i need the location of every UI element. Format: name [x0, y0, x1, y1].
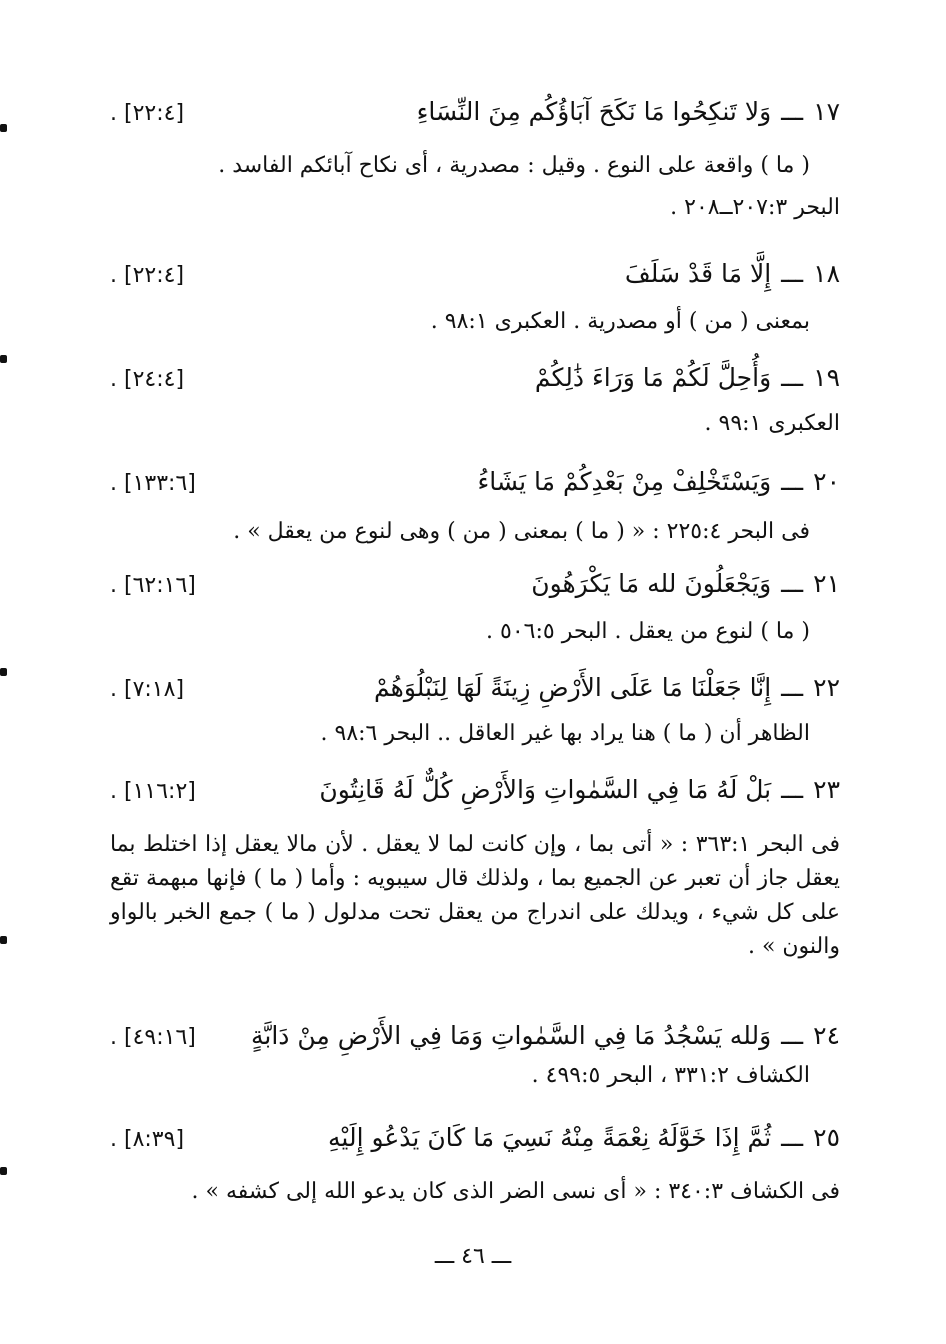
commentary-line: بمعنى ( من ) أو مصدرية . العكبرى ٩٨:١ .	[430, 309, 810, 334]
verse-number: ٢٢	[813, 673, 840, 702]
verse-text: وَأُحِلَّ لَكُمْ مَا وَرَاءَ ذَٰلِكُمْ	[534, 363, 772, 392]
entry-24	[110, 1016, 840, 1094]
verse-number: ١٧	[813, 97, 840, 126]
verse-reference: . [٧:١٨]	[110, 677, 185, 702]
entry-18	[110, 254, 840, 340]
verse-number: ٢٣	[813, 775, 840, 804]
entry-25	[110, 1118, 840, 1210]
commentary-line: ( ما ) واقعة على النوع . وقيل : مصدرية ، أى نكاح آبائكم الفاسد .	[218, 153, 810, 178]
verse-number: ١٨	[813, 259, 840, 288]
entry-17	[110, 92, 840, 226]
verse-line: ٢٣ ـــ بَلْ لَهُ مَا فِي السَّمٰواتِ وَالأَرْضِ كُلٌّ لَهُ قَانِتُونَ . [١١٦:٢]	[110, 770, 840, 812]
commentary-line: فى الكشاف ٣٤٠:٣ : « أى نسى الضر الذى كان يدعو الله إلى كشفه » .	[191, 1179, 840, 1204]
commentary-paragraph: فى البحر ٣٦٣:١ : « أتى بما ، وإن كانت لما لا يعقل . لأن مالا يعقل إذا اختلط بما يعقل جاز أن تعبر عن الجميع بما ، ولذلك قال سيبويه : وأما ( ما ) فإنها مبهمة تقع على كل شيء ، ويدلك على اندراج من يعقل تحت مدلول ( ما ) جمع الخبر بالواو والنون » .	[110, 832, 840, 959]
margin-mark	[0, 936, 7, 944]
verse-reference: . [٢٢:٤]	[110, 101, 185, 126]
commentary-line: ( ما ) لنوع من يعقل . البحر ٥٠٦:٥ .	[486, 619, 810, 644]
verse-line: ٢١ ـــ وَيَجْعَلُونَ لله مَا يَكْرَهُونَ . [٦٢:١٦]	[110, 564, 840, 606]
verse-reference: . [٦٢:١٦]	[110, 573, 196, 598]
entry-20	[110, 462, 840, 550]
verse-text: وَلله يَسْجُدُ مَا فِي السَّمٰواتِ وَمَا فِي الأَرْضِ مِنْ دَابَّةٍ	[251, 1021, 772, 1050]
entry-21	[110, 564, 840, 650]
commentary-line: البحر ٢٠٧:٣ــ٢٠٨ .	[670, 195, 840, 220]
commentary-line: الكشاف ٣٣١:٢ ، البحر ٤٩٩:٥ .	[531, 1063, 810, 1088]
verse-line: ١٨ ـــ إِلَّا مَا قَدْ سَلَفَ . [٢٢:٤]	[110, 254, 840, 296]
verse-line: ١٩ ـــ وَأُحِلَّ لَكُمْ مَا وَرَاءَ ذَٰلِكُمْ . [٢٤:٤]	[110, 358, 840, 400]
verse-number: ١٩	[813, 363, 840, 392]
verse-line: ١٧ ـــ وَلا تَنكِحُوا مَا نَكَحَ آبَاؤُكُم مِنَ النِّسَاءِ . [٢٢:٤]	[110, 92, 840, 134]
verse-line: ٢٢ ـــ إِنَّا جَعَلْنَا مَا عَلَى الأَرْضِ زِينَةً لَهَا لِنَبْلُوَهُمْ . [٧:١٨]	[110, 668, 840, 710]
verse-number: ٢١	[813, 569, 840, 598]
verse-line: ٢٠ ـــ وَيَسْتَخْلِفْ مِنْ بَعْدِكُمْ مَا يَشَاءُ . [١٣٣:٦]	[110, 462, 840, 504]
margin-mark	[0, 1167, 7, 1175]
verse-text: بَلْ لَهُ مَا فِي السَّمٰواتِ وَالأَرْضِ كُلٌّ لَهُ قَانِتُونَ	[319, 775, 772, 804]
verse-reference: . [٨:٣٩]	[110, 1127, 185, 1152]
commentary-line: الظاهر أن ( ما ) هنا يراد بها غير العاقل .. البحر ٩٨:٦ .	[320, 721, 810, 746]
verse-text: وَيَجْعَلُونَ لله مَا يَكْرَهُونَ	[531, 569, 772, 598]
verse-reference: . [٤٩:١٦]	[110, 1025, 196, 1050]
verse-reference: . [١١٦:٢]	[110, 779, 196, 804]
verse-reference: . [١٣٣:٦]	[110, 471, 196, 496]
verse-number: ٢٤	[813, 1021, 840, 1050]
commentary-line: العكبرى ٩٩:١ .	[704, 411, 840, 436]
verse-reference: . [٢٢:٤]	[110, 263, 185, 288]
verse-line: ٢٥ ـــ ثُمَّ إِذَا خَوَّلَهُ نِعْمَةً مِنْهُ نَسِيَ مَا كَانَ يَدْعُو إِلَيْهِ . [٨:٣٩]	[110, 1118, 840, 1160]
verse-line: ٢٤ ـــ وَلله يَسْجُدُ مَا فِي السَّمٰواتِ وَمَا فِي الأَرْضِ مِنْ دَابَّةٍ . [٤٩:١٦]	[110, 1016, 840, 1058]
verse-text: ثُمَّ إِذَا خَوَّلَهُ نِعْمَةً مِنْهُ نَسِيَ مَا كَانَ يَدْعُو إِلَيْهِ	[328, 1123, 772, 1152]
entry-22	[110, 668, 840, 752]
entry-19	[110, 358, 840, 442]
verse-text: إِنَّا جَعَلْنَا مَا عَلَى الأَرْضِ زِينَةً لَهَا لِنَبْلُوَهُمْ	[374, 673, 772, 702]
margin-mark	[0, 124, 7, 132]
commentary-line: فى البحر ٢٢٥:٤ : « ( ما ) بمعنى ( من ) وهى لنوع من يعقل » .	[233, 519, 810, 544]
entry-23	[110, 770, 840, 964]
verse-text: إِلَّا مَا قَدْ سَلَفَ	[624, 259, 772, 288]
verse-reference: . [٢٤:٤]	[110, 367, 185, 392]
verse-text: وَيَسْتَخْلِفْ مِنْ بَعْدِكُمْ مَا يَشَاءُ	[477, 467, 772, 496]
verse-number: ٢٠	[813, 467, 840, 496]
verse-number: ٢٥	[813, 1123, 840, 1152]
margin-mark	[0, 668, 7, 676]
margin-mark	[0, 355, 7, 363]
verse-text: وَلا تَنكِحُوا مَا نَكَحَ آبَاؤُكُم مِنَ النِّسَاءِ	[416, 97, 772, 126]
page-number: ـــ ٤٦ ـــ	[434, 1244, 512, 1269]
